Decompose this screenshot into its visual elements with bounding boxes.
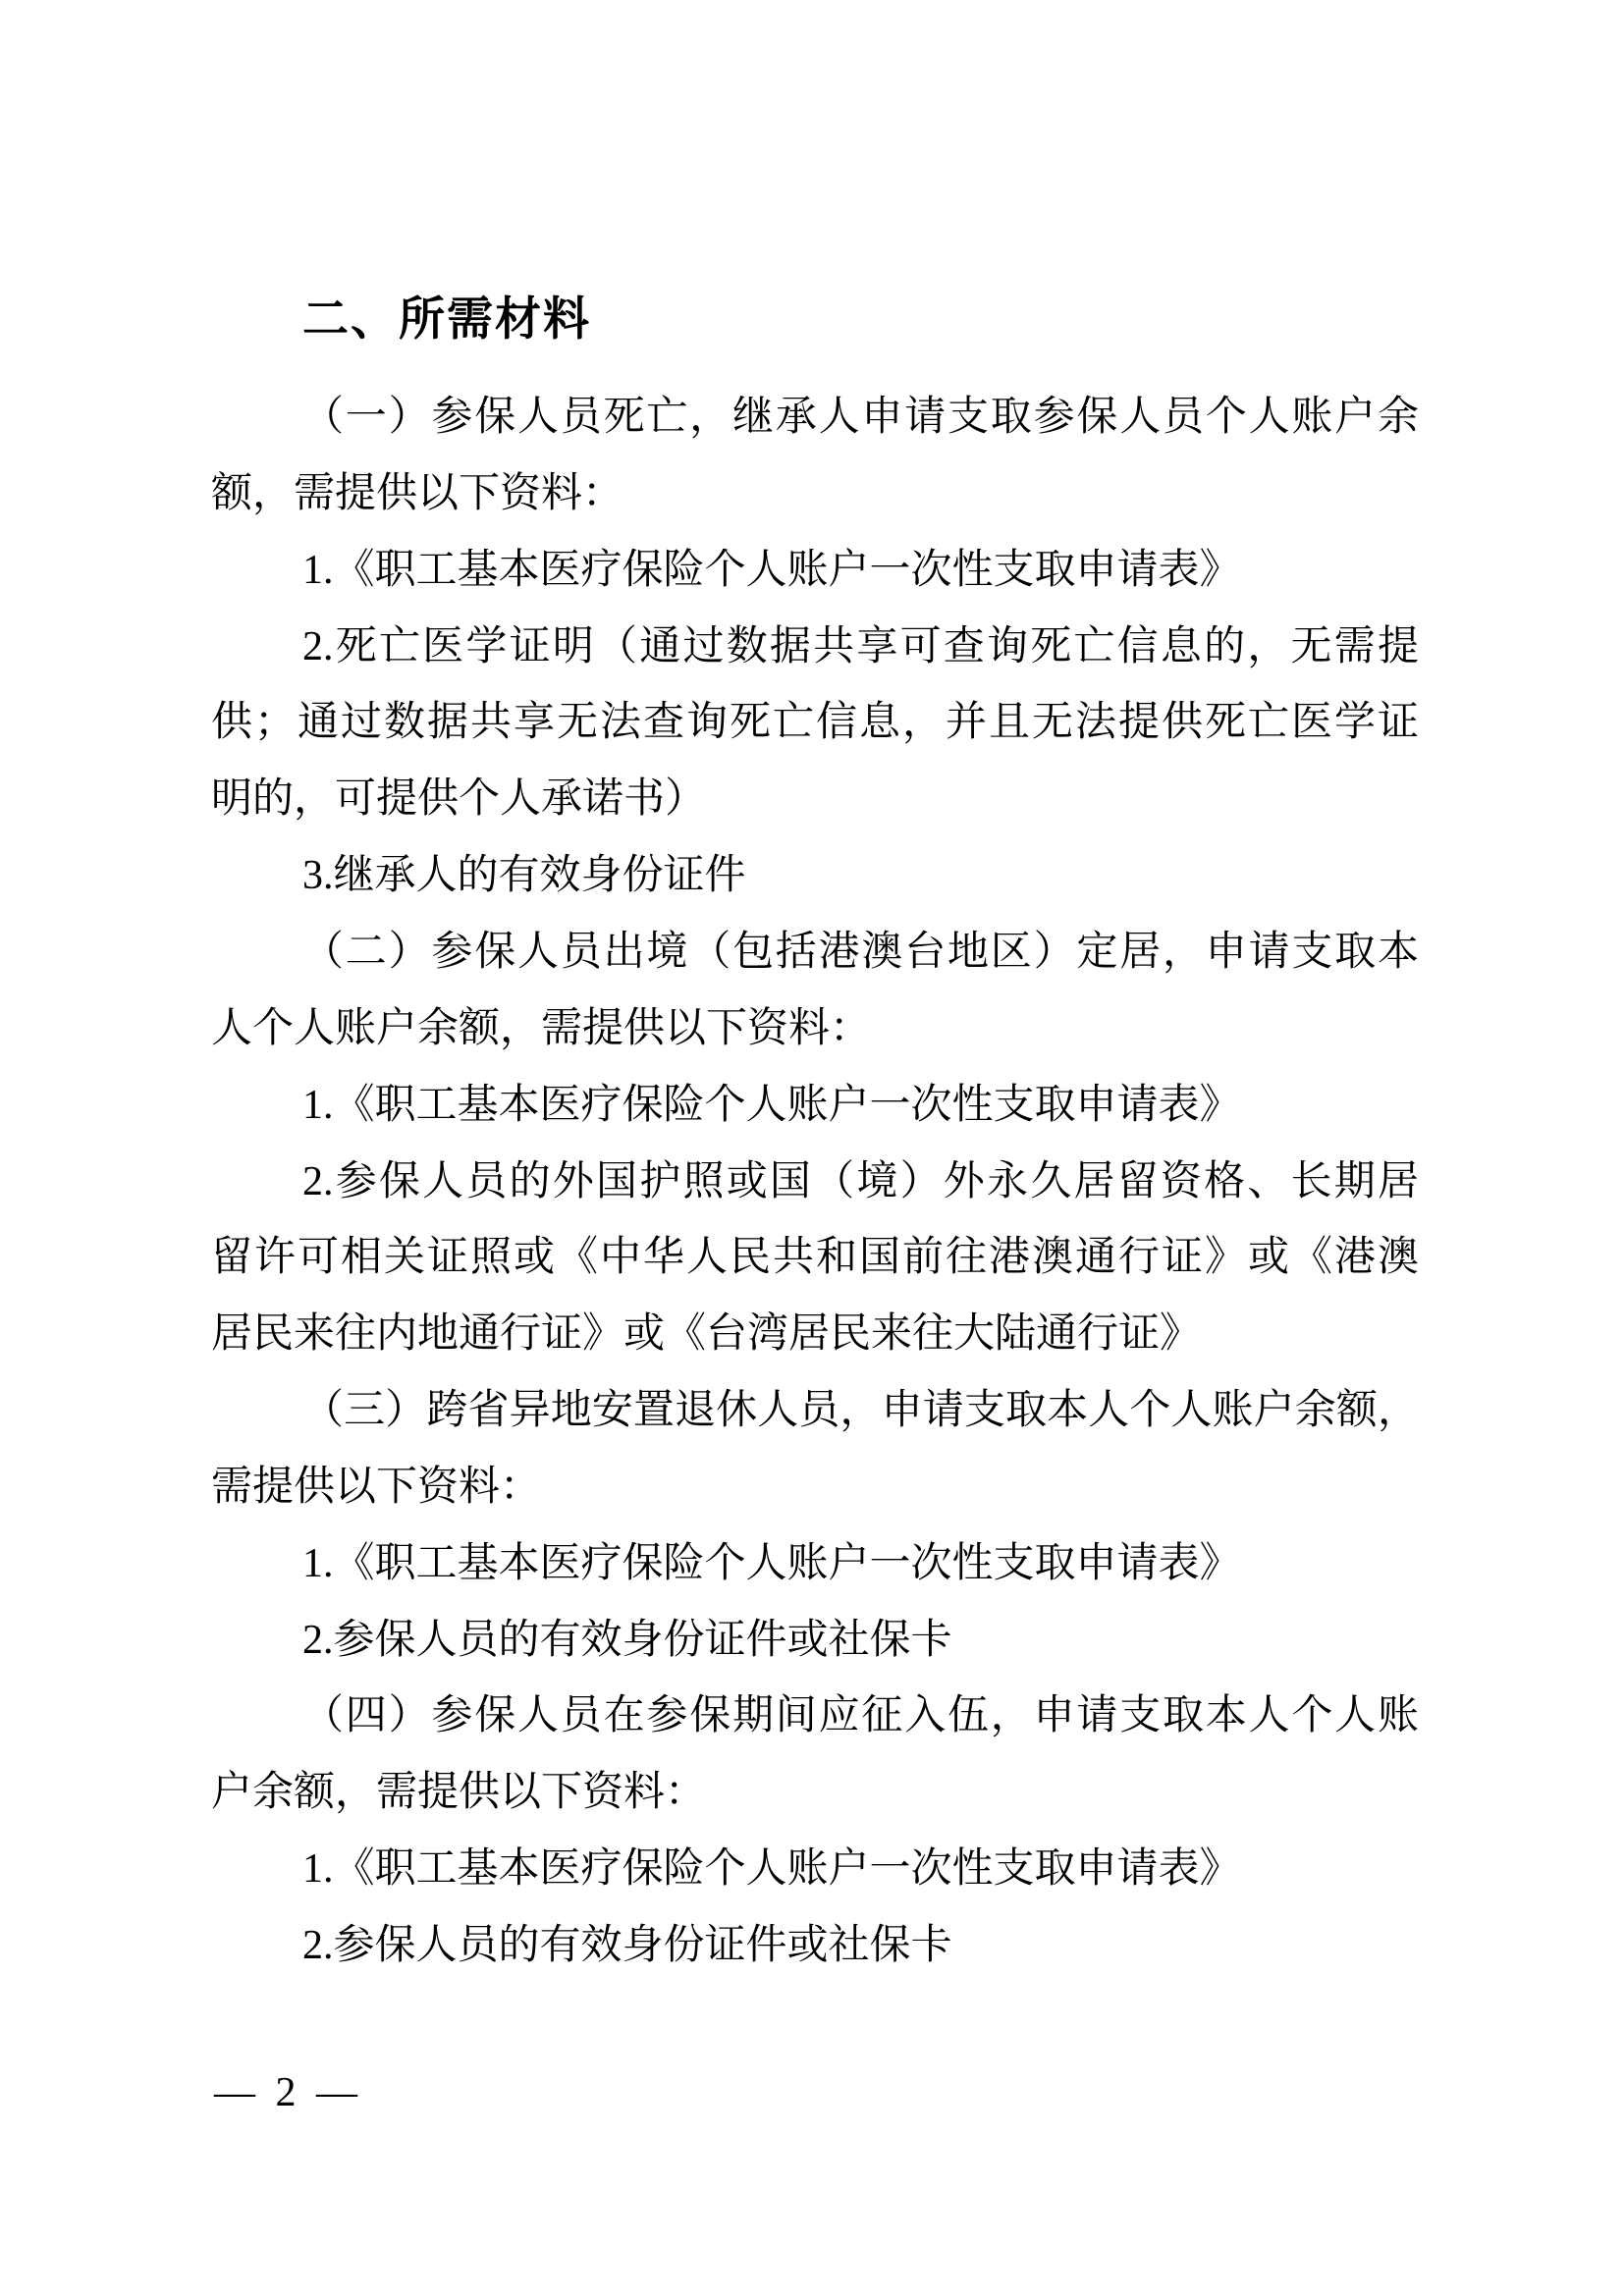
text-line: 居民来往内地通行证》或《台湾居民来往大陆通行证》 [211, 1311, 1202, 1357]
text-line: 留许可相关证照或《中华人民共和国前往港澳通行证》或《港澳 [211, 1235, 1419, 1280]
text-line: 供；通过数据共享无法查询死亡信息，并且无法提供死亡医学证 [211, 700, 1419, 745]
text-line: （四）参保人员在参保期间应征入伍，申请支取本人个人账 [302, 1693, 1419, 1738]
text-line: 户余额，需提供以下资料： [211, 1770, 707, 1815]
text-line: 需提供以下资料： [211, 1465, 542, 1510]
section-heading: 二、所需材料 [302, 293, 591, 345]
text-line: 额，需提供以下资料： [211, 471, 624, 516]
text-line: 人个人账户余额，需提供以下资料： [211, 1006, 872, 1051]
text-line: （三）跨省异地安置退休人员，申请支取本人个人账户余额， [302, 1388, 1419, 1433]
text-line: 1.《职工基本医疗保险个人账户一次性支取申请表》 [302, 1541, 1241, 1586]
text-line: 2.参保人员的有效身份证件或社保卡 [302, 1923, 952, 1968]
page-number: — 2 — [214, 2070, 362, 2115]
text-line: （二）参保人员出境（包括港澳台地区）定居，申请支取本 [302, 930, 1419, 975]
text-line: 2.参保人员的外国护照或国（境）外永久居留资格、长期居 [302, 1159, 1419, 1204]
text-line: 1.《职工基本医疗保险个人账户一次性支取申请表》 [302, 548, 1241, 593]
text-line: 1.《职工基本医疗保险个人账户一次性支取申请表》 [302, 1846, 1241, 1892]
text-line: 明的，可提供个人承诺书） [211, 776, 707, 822]
text-line: 3.继承人的有效身份证件 [302, 853, 746, 898]
text-line: 2.参保人员的有效身份证件或社保卡 [302, 1618, 952, 1663]
text-line: （一）参保人员死亡，继承人申请支取参保人员个人账户余 [302, 395, 1419, 440]
text-line: 2.死亡医学证明（通过数据共享可查询死亡信息的，无需提 [302, 624, 1419, 669]
text-line: 1.《职工基本医疗保险个人账户一次性支取申请表》 [302, 1083, 1241, 1128]
